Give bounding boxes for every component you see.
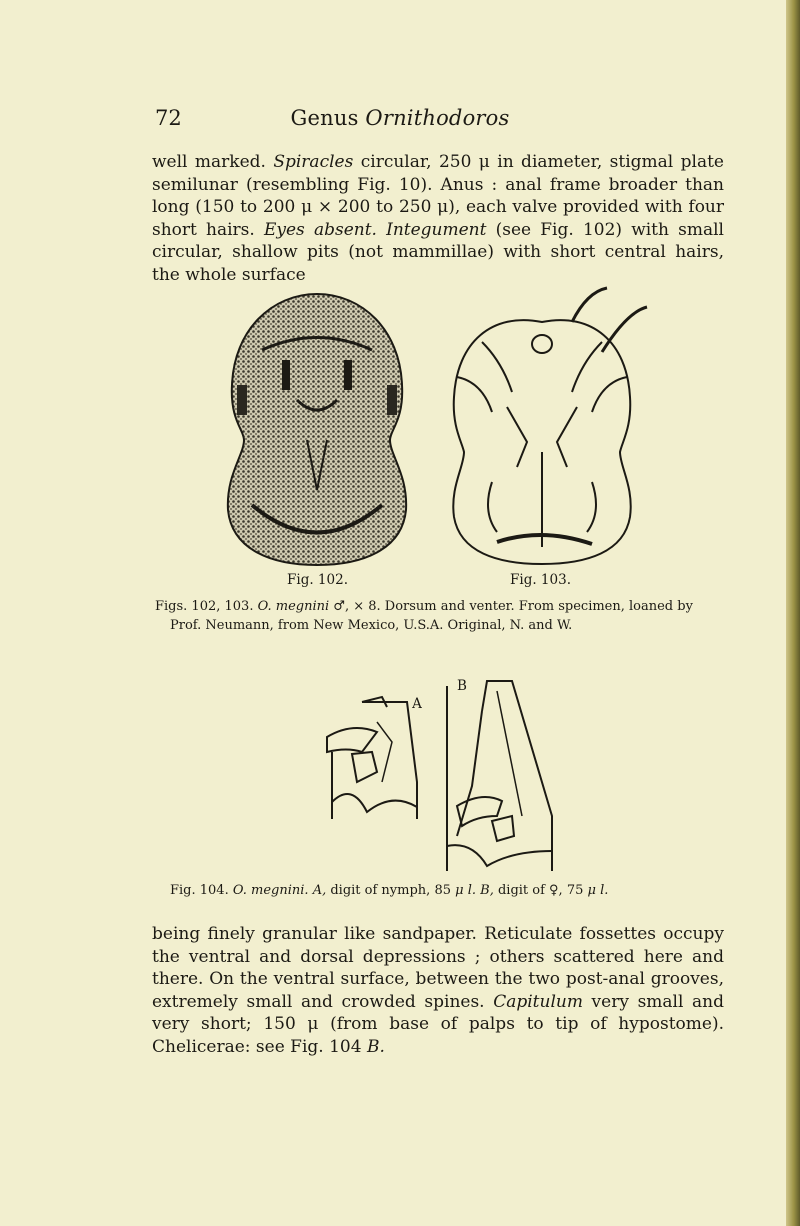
fig-104-caption-text-3: digit of nymph, 85: [326, 883, 456, 898]
paragraph-bottom-text-1: being finely granular like sandpaper. Reticulate fossettes occupy the ventral and dorsal depressions ; others scattered here and there. On the ventral surface, between the two post-anal grooves, extremely small and crowded spines.: [152, 924, 724, 1012]
fig-103-label: Fig. 103.: [510, 572, 571, 588]
paragraph-top-italic-2: Eyes absent.: [263, 219, 377, 240]
running-title-prefix: Genus: [290, 106, 366, 130]
paragraph-top-italic-3: Integument: [376, 219, 487, 240]
paragraph-bottom-italic-1: Capitulum: [493, 991, 583, 1012]
fig-104-caption-italic-4: B,: [480, 883, 494, 898]
fig-102-label: Fig. 102.: [287, 572, 348, 588]
page-number: 72: [155, 106, 182, 130]
fig-104-caption: [170, 882, 730, 900]
paragraph-bottom-text-2: very small and very short; 150 μ (from base of palps to tip of hypostome). Chelicerae: see Fig. 104: [152, 991, 724, 1057]
fig-102-dorsum-illustration: [222, 290, 412, 568]
paragraph-top: [152, 151, 724, 287]
figs-102-103-caption-text-2: ♂, × 8. Dorsum and venter. From specimen, loaned by: [329, 599, 693, 614]
fig-103-venter-illustration: [442, 282, 657, 568]
paragraph-top-italic-1: Spiracles: [273, 152, 354, 172]
fig-104-letter-b: B: [457, 678, 467, 694]
paragraph-top-text-3: (see Fig. 102) with small circular, shallow pits (not mammillae) with short central hairs, the whole surface: [152, 219, 724, 285]
fig-104-caption-text-5: digit of ♀, 75: [493, 883, 588, 898]
paragraph-top-text-1: well marked.: [152, 152, 274, 172]
figs-102-103-caption-text-1: Figs. 102, 103.: [155, 599, 258, 614]
page-edge-shadow: [786, 0, 800, 1226]
figs-102-103-caption-line-2: Prof. Neumann, from New Mexico, U.S.A. Original, N. and W.: [170, 618, 573, 633]
paragraph-bottom-italic-2: B.: [366, 1036, 385, 1057]
fig-104-letter-a: A: [412, 696, 422, 712]
fig-104-caption-italic-1: O. megnini.: [232, 883, 309, 898]
fig-104-caption-italic-5: μ l.: [587, 883, 609, 898]
fig-104-b-digit-illustration: [442, 676, 567, 876]
fig-104-caption-italic-3: μ l.: [455, 883, 476, 898]
figs-102-103-caption-italic: O. megnini: [257, 599, 330, 614]
figs-102-103-caption: [155, 598, 725, 616]
fig-104-caption-italic-2: A,: [312, 883, 327, 898]
paragraph-bottom: [152, 923, 724, 1059]
paragraph-top-text-2: circular, 250 μ in diameter, stigmal plate semilunar (resembling Fig. 10). Anus : anal frame broader than long (150 to 200 μ × 200 to 250 μ), each valve provided with four short hairs.: [152, 152, 724, 240]
running-title-genus: Ornithodoros: [365, 106, 510, 130]
running-title: [0, 106, 800, 130]
fig-104-caption-text-1: Fig. 104.: [170, 883, 233, 898]
